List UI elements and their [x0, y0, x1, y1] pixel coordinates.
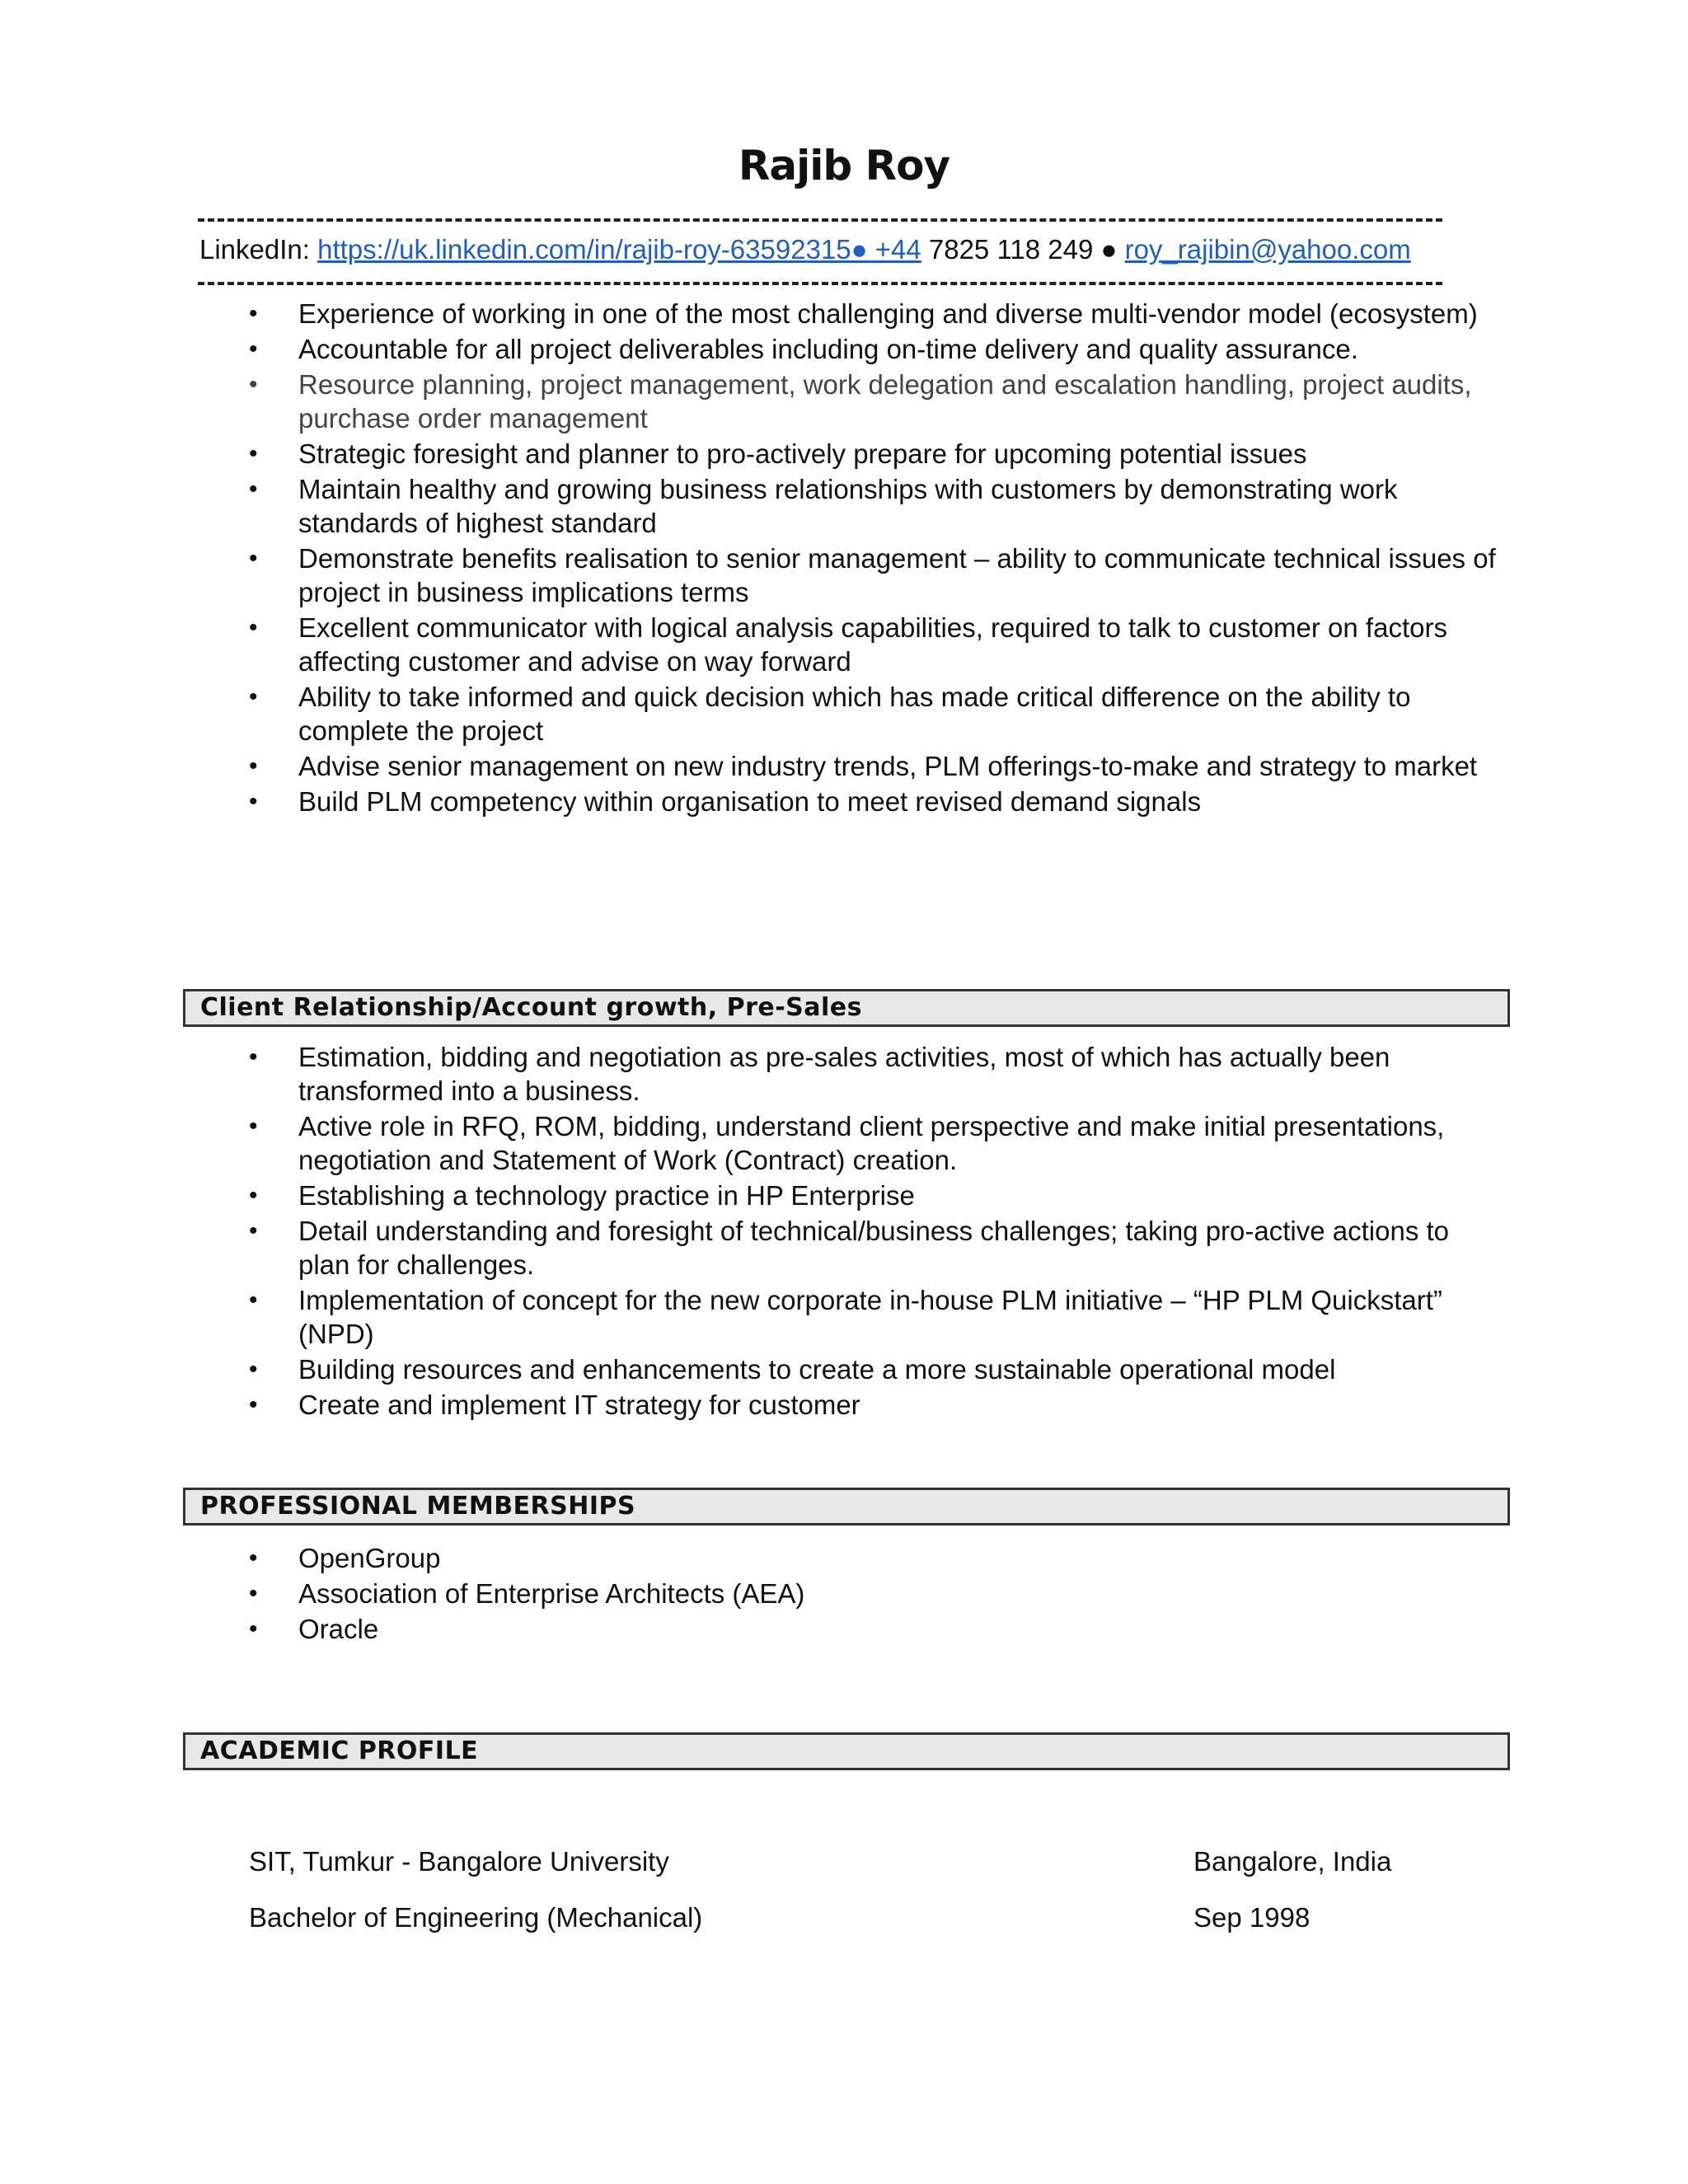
institution: SIT, Tumkur - Bangalore University [249, 1846, 669, 1877]
list-item: • Oracle [249, 1614, 379, 1644]
list-item: • Advise senior management on new industry trends, PLM offerings-to-make and strategy to market [249, 751, 1478, 781]
list-item: • Strategic foresight and planner to pro-actively prepare for upcoming potential issues [249, 438, 1307, 469]
bullet-icon: • [249, 335, 258, 363]
list-item: • Active role in RFQ, ROM, bidding, understand client perspective and make initial presentations, negotiation and Statement of Work (Contract) creation. [249, 1111, 1445, 1175]
section-header-academic [183, 1732, 1510, 1770]
section-header-memberships [183, 1488, 1510, 1526]
list-item: • Create and implement IT strategy for customer [249, 1390, 860, 1420]
bullet-icon: • [249, 476, 258, 503]
linkedin-label: LinkedIn: [199, 234, 310, 265]
bullet-icon: • [249, 1615, 258, 1643]
section-title: ACADEMIC PROFILE [200, 1736, 479, 1765]
list-item: • Build PLM competency within organisation to meet revised demand signals [249, 786, 1202, 817]
contact-line [199, 234, 1411, 265]
candidate-name: Rajib Roy [738, 142, 950, 190]
bullet-icon: • [249, 683, 258, 710]
bullet-icon: • [249, 1544, 258, 1572]
bullet-icon: • [249, 752, 258, 780]
bullet-icon: • [249, 1580, 258, 1607]
bullet-icon: • [249, 440, 258, 467]
bullet-icon: • [249, 1391, 258, 1418]
bullet-icon: • [249, 371, 258, 398]
email-link[interactable]: roy_rajibin@yahoo.com [1124, 234, 1411, 265]
list-item: • Implementation of concept for the new corporate in-house PLM initiative – “HP PLM Quickstart” (NPD) [249, 1285, 1442, 1349]
list-item: • Ability to take informed and quick decision which has made critical difference on the ability to complete the project [249, 682, 1411, 746]
list-item: • Accountable for all project deliverables including on-time delivery and quality assurance. [249, 334, 1358, 364]
top-divider [198, 218, 1442, 222]
section-title: PROFESSIONAL MEMBERSHIPS [200, 1492, 636, 1521]
bullet-icon: • [249, 1356, 258, 1383]
bullet-icon: • [249, 614, 258, 641]
list-item: • Estimation, bidding and negotiation as pre-sales activities, most of which has actually been transformed into a business. [249, 1042, 1390, 1106]
memberships-list [247, 1541, 1500, 1647]
graduation-date: Sep 1998 [1193, 1902, 1311, 1933]
bottom-divider [198, 282, 1442, 285]
list-item: • Excellent communicator with logical analysis capabilities, required to talk to customer on factors affecting customer and advise on way forward [249, 612, 1447, 677]
list-item: • Building resources and enhancements to create a more sustainable operational model [249, 1354, 1336, 1385]
separator-dot: ● [1100, 234, 1118, 265]
degree: Bachelor of Engineering (Mechanical) [249, 1902, 703, 1933]
list-item: • Maintain healthy and growing business relationships with customers by demonstrating work standards of highest standard [249, 474, 1398, 538]
bullet-icon: • [249, 1043, 258, 1071]
list-item: • Establishing a technology practice in HP Enterprise [249, 1180, 915, 1211]
intro-list [247, 297, 1500, 820]
linkedin-link[interactable]: https://uk.linkedin.com/in/rajib-roy-63592315 [317, 234, 851, 265]
list-item: • Association of Enterprise Architects (AEA) [249, 1578, 805, 1609]
phone-number: 7825 118 249 [928, 234, 1094, 265]
list-item: • Resource planning, project management, work delegation and escalation handling, project audits, purchase order management [249, 369, 1472, 434]
bullet-icon: • [249, 788, 258, 815]
bullet-icon: • [249, 300, 258, 327]
location: Bangalore, India [1193, 1846, 1392, 1877]
list-item: • OpenGroup [249, 1543, 441, 1573]
list-item: • Demonstrate benefits realisation to senior management – ability to communicate technical issues of project in business implications terms [249, 543, 1496, 607]
list-item: • Detail understanding and foresight of technical/business challenges; taking pro-active actions to plan for challenges. [249, 1216, 1450, 1280]
bullet-icon: • [249, 1286, 258, 1314]
list-item: • Experience of working in one of the most challenging and diverse multi-vendor model (ecosystem) [249, 298, 1478, 329]
section-header-client [183, 989, 1510, 1027]
bullet-icon: • [249, 1113, 258, 1140]
bullet-icon: • [249, 1217, 258, 1244]
bullet-icon: • [249, 1182, 258, 1209]
bullet-icon: • [249, 545, 258, 572]
section-title: Client Relationship/Account growth, Pre-Sales [200, 993, 863, 1022]
client-list [247, 1040, 1500, 1423]
phone-code-link[interactable]: ● +44 [851, 234, 921, 265]
